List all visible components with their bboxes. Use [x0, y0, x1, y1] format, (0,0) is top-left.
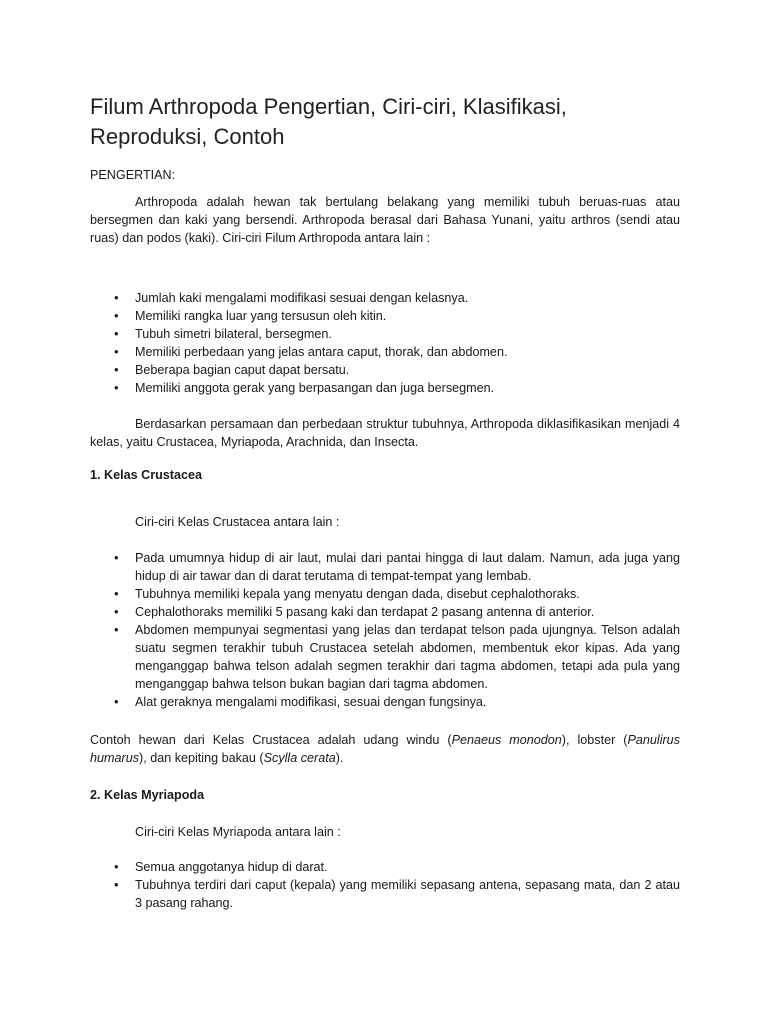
species-name: Penaeus monodon [451, 733, 562, 747]
species-name: Panulirus humarus [90, 733, 680, 765]
list-item: • Alat geraknya mengalami modifikasi, sesuai dengan fungsinya. [90, 693, 680, 711]
species-name: Scylla cerata [263, 751, 336, 765]
list-item: • Cephalothoraks memiliki 5 pasang kaki dan terdapat 2 pasang antenna di anterior. [90, 603, 680, 621]
list-item: • Tubuhnya terdiri dari caput (kepala) yang memiliki sepasang antena, sepasang mata, dan 2 atau 3 pasang rahang. [90, 876, 680, 912]
ciri-arthropoda-list [90, 289, 680, 397]
crustacea-heading: 1. Kelas Crustacea [90, 468, 203, 482]
crustacea-list [90, 549, 680, 711]
list-item: • Memiliki rangka luar yang tersusun oleh kitin. [90, 307, 680, 325]
contoh-text: ). [335, 751, 344, 765]
myriapoda-intro: Ciri-ciri Kelas Myriapoda antara lain : [135, 825, 341, 839]
list-item: • Memiliki anggota gerak yang berpasangan dan juga bersegmen. [90, 379, 680, 397]
list-item: • Abdomen mempunyai segmentasi yang jelas dan terdapat telson pada ujungnya. Telson adalah suatu segmen terakhir tubuh Crustacea setelah abdomen, membentuk ekor kipas. Ada yang menganggap bahwa telson adalah segmen terakhir dari tagma abdomen, tetapi ada pula yang menganggap bahwa telson bukan bagian dari tagma abdomen. [90, 621, 680, 693]
klasifikasi-paragraph: Berdasarkan persamaan dan perbedaan struktur tubuhnya, Arthropoda diklasifikasikan menjadi 4 kelas, yaitu Crustacea, Myriapoda, Arachnida, dan Insecta. [90, 417, 680, 449]
list-item: • Semua anggotanya hidup di darat. [90, 858, 680, 876]
myriapoda-heading: 2. Kelas Myriapoda [90, 788, 205, 802]
list-item: • Jumlah kaki mengalami modifikasi sesuai dengan kelasnya. [90, 289, 680, 307]
list-item: • Tubuhnya memiliki kepala yang menyatu dengan dada, disebut cephalothoraks. [90, 585, 680, 603]
list-item: • Tubuh simetri bilateral, bersegmen. [90, 325, 680, 343]
pengertian-paragraph: Arthropoda adalah hewan tak bertulang belakang yang memiliki tubuh beruas-ruas atau bersegmen dan kaki yang bersendi. Arthropoda berasal dari Bahasa Yunani, yaitu arthros (sendi atau ruas) dan podos (kaki). Ciri-ciri Filum Arthropoda antara lain : [90, 195, 680, 245]
crustacea-contoh [90, 731, 680, 767]
list-item: • Beberapa bagian caput dapat bersatu. [90, 361, 680, 379]
crustacea-intro: Ciri-ciri Kelas Crustacea antara lain : [135, 515, 340, 529]
list-item: • Memiliki perbedaan yang jelas antara caput, thorak, dan abdomen. [90, 343, 680, 361]
contoh-text: Contoh hewan dari Kelas Crustacea adalah udang windu ( [90, 733, 452, 747]
myriapoda-list [90, 858, 680, 912]
contoh-text: ), lobster ( [561, 733, 628, 747]
list-item: • Pada umumnya hidup di air laut, mulai dari pantai hingga di laut dalam. Namun, ada juga yang hidup di air tawar dan di darat terutama di tempat-tempat yang lembab. [90, 549, 680, 585]
contoh-text: ), dan kepiting bakau ( [139, 751, 264, 765]
pengertian-heading: PENGERTIAN: [90, 168, 176, 182]
document-title: Filum Arthropoda Pengertian, Ciri-ciri, Klasifikasi, Reproduksi, Contoh [90, 94, 567, 149]
